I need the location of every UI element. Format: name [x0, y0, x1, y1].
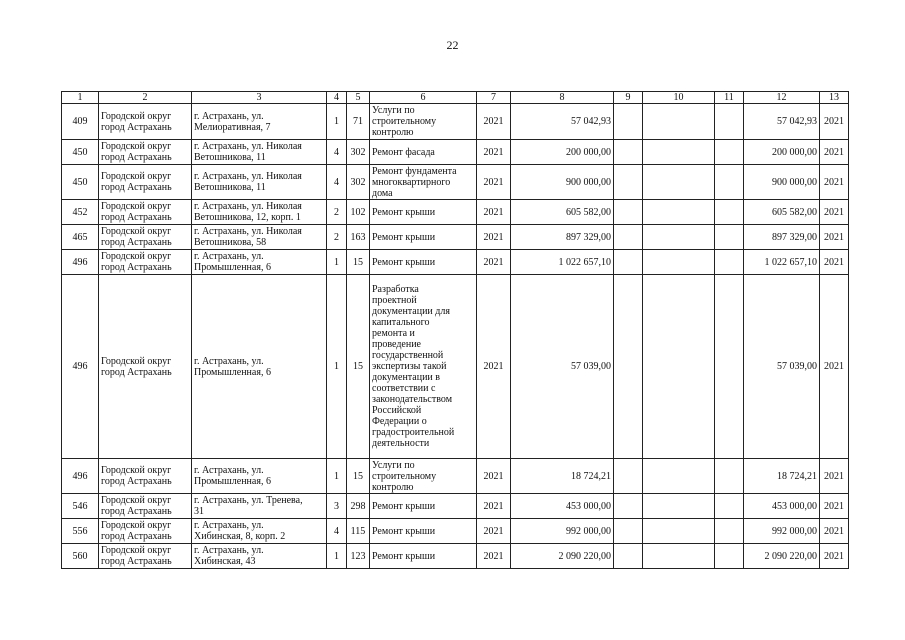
cell-col4: 1 [327, 544, 347, 569]
cell-col10 [643, 165, 715, 200]
cell-col9 [614, 494, 643, 519]
cell-work-type: Ремонт крыши [370, 519, 477, 544]
cell-col9 [614, 104, 643, 140]
cell-col9 [614, 459, 643, 494]
cell-number: 465 [62, 225, 99, 250]
cell-amount: 1 022 657,10 [511, 250, 614, 275]
cell-col10 [643, 104, 715, 140]
cell-address: г. Астрахань, ул. Тренева, 31 [192, 494, 327, 519]
column-header: 5 [347, 92, 370, 104]
cell-amount: 200 000,00 [511, 140, 614, 165]
cell-year: 2021 [477, 494, 511, 519]
cell-number: 546 [62, 494, 99, 519]
cell-municipality: Городской округ город Астрахань [99, 250, 192, 275]
cell-number: 452 [62, 200, 99, 225]
cell-municipality: Городской округ город Астрахань [99, 140, 192, 165]
column-header: 2 [99, 92, 192, 104]
cell-col11 [715, 200, 744, 225]
cell-amount: 57 039,00 [511, 275, 614, 459]
cell-number: 556 [62, 519, 99, 544]
cell-year: 2021 [477, 140, 511, 165]
cell-number: 560 [62, 544, 99, 569]
cell-col10 [643, 544, 715, 569]
cell-col5: 15 [347, 250, 370, 275]
cell-col10 [643, 494, 715, 519]
cell-year: 2021 [477, 250, 511, 275]
cell-work-type: Ремонт крыши [370, 225, 477, 250]
cell-col10 [643, 519, 715, 544]
cell-total: 1 022 657,10 [744, 250, 820, 275]
cell-total: 200 000,00 [744, 140, 820, 165]
cell-col5: 15 [347, 459, 370, 494]
table-row [62, 544, 849, 569]
cell-amount: 900 000,00 [511, 165, 614, 200]
cell-total: 897 329,00 [744, 225, 820, 250]
cell-col4: 2 [327, 225, 347, 250]
cell-year: 2021 [477, 104, 511, 140]
cell-total: 57 039,00 [744, 275, 820, 459]
cell-year-end: 2021 [820, 104, 849, 140]
cell-col9 [614, 275, 643, 459]
cell-address: г. Астрахань, ул. Промышленная, 6 [192, 250, 327, 275]
cell-col10 [643, 140, 715, 165]
table-row [62, 275, 849, 459]
cell-col4: 1 [327, 104, 347, 140]
cell-year-end: 2021 [820, 459, 849, 494]
cell-municipality: Городской округ город Астрахань [99, 519, 192, 544]
cell-col4: 3 [327, 494, 347, 519]
cell-col10 [643, 225, 715, 250]
cell-col9 [614, 165, 643, 200]
cell-total: 900 000,00 [744, 165, 820, 200]
table-body [62, 104, 849, 569]
column-header: 3 [192, 92, 327, 104]
cell-col10 [643, 250, 715, 275]
table-row [62, 494, 849, 519]
cell-year: 2021 [477, 275, 511, 459]
cell-address: г. Астрахань, ул. Николая Ветошникова, 58 [192, 225, 327, 250]
column-header: 10 [643, 92, 715, 104]
page-number: 22 [446, 38, 459, 52]
cell-col9 [614, 225, 643, 250]
cell-col11 [715, 519, 744, 544]
cell-col4: 1 [327, 250, 347, 275]
cell-amount: 2 090 220,00 [511, 544, 614, 569]
cell-address: г. Астрахань, ул. Промышленная, 6 [192, 275, 327, 459]
cell-col4: 4 [327, 140, 347, 165]
cell-amount: 453 000,00 [511, 494, 614, 519]
cell-address: г. Астрахань, ул. Хибинская, 43 [192, 544, 327, 569]
cell-col5: 15 [347, 275, 370, 459]
cell-year-end: 2021 [820, 165, 849, 200]
table-row [62, 140, 849, 165]
cell-col11 [715, 494, 744, 519]
cell-municipality: Городской округ город Астрахань [99, 225, 192, 250]
cell-col11 [715, 250, 744, 275]
cell-year: 2021 [477, 200, 511, 225]
cell-col11 [715, 459, 744, 494]
cell-year-end: 2021 [820, 519, 849, 544]
cell-municipality: Городской округ город Астрахань [99, 459, 192, 494]
cell-col11 [715, 104, 744, 140]
table-row [62, 459, 849, 494]
cell-col5: 298 [347, 494, 370, 519]
cell-address: г. Астрахань, ул. Промышленная, 6 [192, 459, 327, 494]
cell-year: 2021 [477, 459, 511, 494]
cell-year-end: 2021 [820, 250, 849, 275]
cell-address: г. Астрахань, ул. Мелиоративная, 7 [192, 104, 327, 140]
cell-work-type: Услуги по строительному контролю [370, 459, 477, 494]
cell-col5: 163 [347, 225, 370, 250]
cell-col11 [715, 165, 744, 200]
cell-col9 [614, 200, 643, 225]
cell-municipality: Городской округ город Астрахань [99, 494, 192, 519]
column-header: 1 [62, 92, 99, 104]
table-row [62, 104, 849, 140]
cell-work-type: Ремонт крыши [370, 544, 477, 569]
cell-number: 496 [62, 250, 99, 275]
cell-total: 57 042,93 [744, 104, 820, 140]
cell-work-type: Ремонт фасада [370, 140, 477, 165]
cell-municipality: Городской округ город Астрахань [99, 275, 192, 459]
cell-col9 [614, 519, 643, 544]
cell-amount: 897 329,00 [511, 225, 614, 250]
capital-repair-table [61, 91, 849, 569]
cell-total: 992 000,00 [744, 519, 820, 544]
cell-work-type: Ремонт крыши [370, 250, 477, 275]
column-header: 11 [715, 92, 744, 104]
cell-year-end: 2021 [820, 200, 849, 225]
cell-address: г. Астрахань, ул. Николая Ветошникова, 12, корп. 1 [192, 200, 327, 225]
cell-col4: 1 [327, 459, 347, 494]
cell-col9 [614, 250, 643, 275]
cell-total: 453 000,00 [744, 494, 820, 519]
cell-work-type: Ремонт крыши [370, 494, 477, 519]
cell-col5: 71 [347, 104, 370, 140]
column-header: 8 [511, 92, 614, 104]
cell-number: 450 [62, 165, 99, 200]
cell-number: 450 [62, 140, 99, 165]
cell-municipality: Городской округ город Астрахань [99, 104, 192, 140]
cell-total: 605 582,00 [744, 200, 820, 225]
cell-col5: 123 [347, 544, 370, 569]
cell-municipality: Городской округ город Астрахань [99, 200, 192, 225]
cell-col5: 102 [347, 200, 370, 225]
cell-year: 2021 [477, 165, 511, 200]
column-number-row [62, 92, 849, 104]
cell-total: 2 090 220,00 [744, 544, 820, 569]
cell-amount: 57 042,93 [511, 104, 614, 140]
cell-col9 [614, 544, 643, 569]
cell-address: г. Астрахань, ул. Николая Ветошникова, 11 [192, 165, 327, 200]
column-header: 6 [370, 92, 477, 104]
cell-address: г. Астрахань, ул. Николая Ветошникова, 11 [192, 140, 327, 165]
cell-col11 [715, 225, 744, 250]
cell-col10 [643, 200, 715, 225]
cell-col10 [643, 459, 715, 494]
cell-col11 [715, 544, 744, 569]
cell-col5: 302 [347, 165, 370, 200]
cell-col4: 2 [327, 200, 347, 225]
cell-municipality: Городской округ город Астрахань [99, 544, 192, 569]
cell-work-type: Разработка проектной документации для капитального ремонта и проведение государственной экспертизы такой документации в соответствии с законодательством Российской Федерации о градостроительной деятельности [370, 275, 477, 459]
cell-col4: 4 [327, 165, 347, 200]
cell-amount: 18 724,21 [511, 459, 614, 494]
cell-col5: 115 [347, 519, 370, 544]
cell-col11 [715, 140, 744, 165]
cell-year-end: 2021 [820, 140, 849, 165]
cell-amount: 605 582,00 [511, 200, 614, 225]
cell-col9 [614, 140, 643, 165]
cell-number: 496 [62, 459, 99, 494]
cell-year-end: 2021 [820, 494, 849, 519]
cell-number: 409 [62, 104, 99, 140]
cell-address: г. Астрахань, ул. Хибинская, 8, корп. 2 [192, 519, 327, 544]
cell-year-end: 2021 [820, 225, 849, 250]
cell-year: 2021 [477, 544, 511, 569]
column-header: 12 [744, 92, 820, 104]
table-row [62, 200, 849, 225]
cell-year: 2021 [477, 519, 511, 544]
cell-col4: 1 [327, 275, 347, 459]
cell-work-type: Ремонт крыши [370, 200, 477, 225]
cell-total: 18 724,21 [744, 459, 820, 494]
table-row [62, 165, 849, 200]
cell-year-end: 2021 [820, 275, 849, 459]
column-header: 9 [614, 92, 643, 104]
cell-municipality: Городской округ город Астрахань [99, 165, 192, 200]
cell-col11 [715, 275, 744, 459]
column-header: 13 [820, 92, 849, 104]
cell-col10 [643, 275, 715, 459]
column-header: 4 [327, 92, 347, 104]
table-row [62, 519, 849, 544]
column-header: 7 [477, 92, 511, 104]
cell-col4: 4 [327, 519, 347, 544]
cell-work-type: Ремонт фундамента многоквартирного дома [370, 165, 477, 200]
cell-year-end: 2021 [820, 544, 849, 569]
cell-work-type: Услуги по строительному контролю [370, 104, 477, 140]
cell-amount: 992 000,00 [511, 519, 614, 544]
cell-year: 2021 [477, 225, 511, 250]
cell-col5: 302 [347, 140, 370, 165]
cell-number: 496 [62, 275, 99, 459]
table-row [62, 250, 849, 275]
table-row [62, 225, 849, 250]
